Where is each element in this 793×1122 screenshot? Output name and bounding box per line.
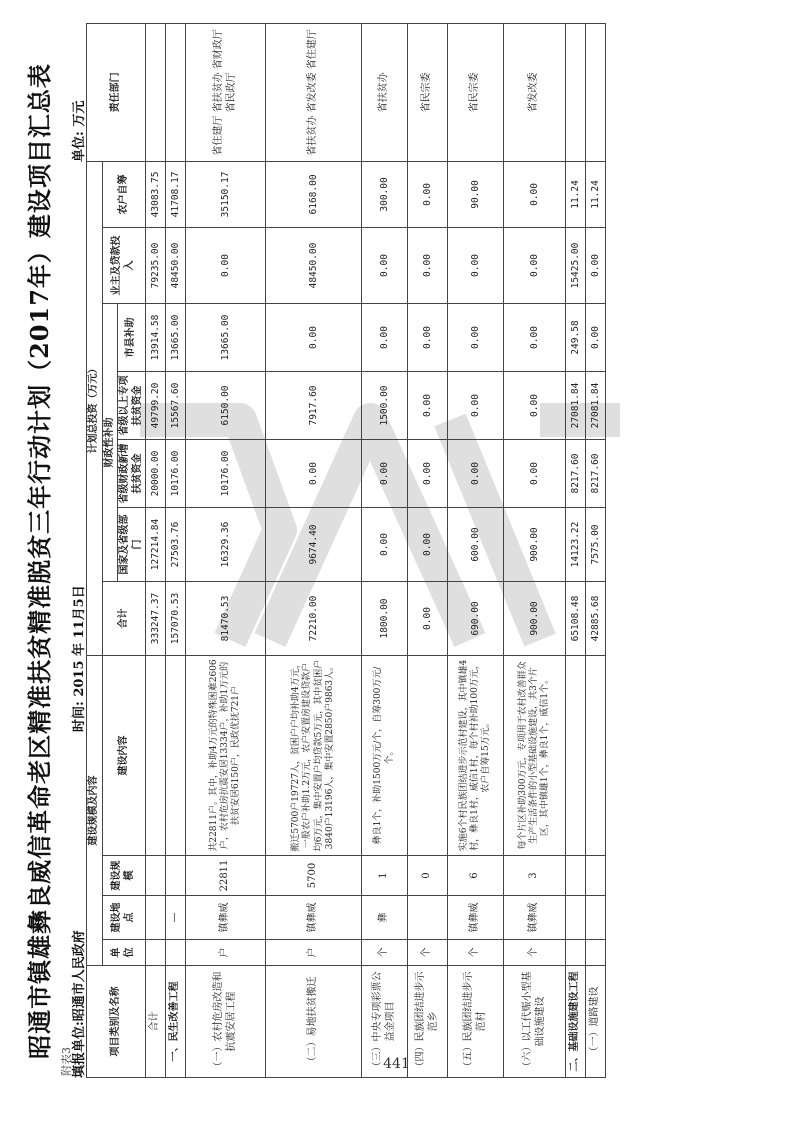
cell-dept (166, 23, 186, 161)
cell-prov-new: 8217.60 (586, 440, 606, 508)
cell-owner: 0.00 (186, 228, 266, 304)
cell-national: 0.00 (408, 508, 448, 582)
cell-content (166, 656, 186, 856)
cell-national: 0.00 (362, 508, 408, 582)
cell-content: 共22811户。其中，补助4万元的特殊困难2606户，农村危房抗震安居13334户，补助1万元的扶贫安居6150户，民政优抚721户 (186, 656, 266, 856)
cell-unit: 个 (408, 940, 448, 966)
cell-project-name: （六）以工代赈小型基础设施建设 (504, 966, 566, 1078)
cell-dept: 省民宗委 (408, 23, 448, 161)
cell-unit: 户 (186, 940, 266, 966)
currency-unit: 单位: 万元 (72, 100, 87, 162)
cell-prov-new: 0.00 (362, 440, 408, 508)
cell-city-county: 0.00 (586, 304, 606, 372)
table-row (146, 23, 166, 1077)
cell-location: 镇彝威 (266, 896, 362, 940)
cell-location: 镇彝威 (448, 896, 504, 940)
cell-project-name: （四）民族团结进步示范乡 (408, 966, 448, 1078)
cell-dept (566, 23, 586, 161)
header-unit: 单位 (102, 940, 146, 966)
cell-content (146, 656, 166, 856)
table-row (448, 23, 504, 1077)
cell-unit: 个 (362, 940, 408, 966)
table-row (504, 23, 566, 1077)
cell-prov-above: 15567.60 (166, 372, 186, 440)
header-content: 建设内容 (102, 656, 146, 856)
cell-total: 42885.68 (586, 582, 606, 656)
cell-farmer: 41708.17 (166, 161, 186, 227)
cell-total: 690.00 (448, 582, 504, 656)
cell-content (408, 656, 448, 856)
cell-unit (146, 940, 166, 966)
cell-scale: 3 (504, 856, 566, 896)
cell-total: 0.00 (408, 582, 448, 656)
cell-project-name: （三）中央专项彩票公益金项目 (362, 966, 408, 1078)
cell-dept (586, 23, 606, 161)
header-prov-new: 省级财政新增扶贫资金 (118, 440, 146, 508)
cell-owner: 15425.00 (566, 228, 586, 304)
cell-project-name: 二、基础设施建设工程 (566, 966, 586, 1078)
cell-farmer: 90.00 (448, 161, 504, 227)
cell-scale: 0 (408, 856, 448, 896)
cell-scale: 1 (362, 856, 408, 896)
cell-location: 镇彝威 (186, 896, 266, 940)
cell-prov-above: 0.00 (408, 372, 448, 440)
cell-content: 实施6个村民族团结进步示范村建设，其中镇雄4村，彝良1村，威信1村，每个村补助100万元，农户自筹15万元。 (448, 656, 504, 856)
cell-location (566, 896, 586, 940)
header-invest-group: 计划总投资（万元） (87, 161, 103, 655)
cell-content: 每个片区补助300万元，专项用于农村改善群众生产生活条件的小型基础设施建设，共3个片区，其中镇雄1个，彝良1个，威信1个。 (504, 656, 566, 856)
cell-prov-new: 0.00 (448, 440, 504, 508)
report-date: 时间: 2015 年 11月5日 (72, 585, 87, 732)
cell-unit (166, 940, 186, 966)
cell-city-county: 249.58 (566, 304, 586, 372)
cell-content: 彝良1个，补助1500万元/个，自筹300万元/个。 (362, 656, 408, 856)
reporting-org: 填报单位:昭通市人民政府 (72, 930, 87, 1078)
cell-unit (586, 940, 606, 966)
cell-farmer: 0.00 (504, 161, 566, 227)
header-project: 项目类别及名称 (87, 966, 146, 1078)
cell-city-county: 13665.00 (186, 304, 266, 372)
cell-total: 81470.53 (186, 582, 266, 656)
cell-national: 600.00 (448, 508, 504, 582)
cell-content (586, 656, 606, 856)
cell-project-name: 合计 (146, 966, 166, 1078)
cell-farmer: 11.24 (586, 161, 606, 227)
header-prov-above: 省级以上专项扶贫资金 (118, 372, 146, 440)
cell-owner: 0.00 (586, 228, 606, 304)
cell-project-name: （二）易地扶贫搬迁 (266, 966, 362, 1078)
cell-prov-new: 8217.60 (566, 440, 586, 508)
cell-dept (146, 23, 166, 161)
cell-total: 72210.00 (266, 582, 362, 656)
cell-prov-above: 7917.60 (266, 372, 362, 440)
cell-project-name: （一）道路建设 (586, 966, 606, 1078)
cell-prov-above: 0.00 (504, 372, 566, 440)
header-location: 建设地点 (102, 896, 146, 940)
cell-prov-new: 10176.00 (166, 440, 186, 508)
cell-dept: 省扶贫办 (362, 23, 408, 161)
cell-owner: 0.00 (408, 228, 448, 304)
cell-prov-above: 27081.84 (586, 372, 606, 440)
header-scale-group: 建设规模及内容 (87, 656, 103, 966)
cell-location (146, 896, 166, 940)
cell-location: 镇彝威 (504, 896, 566, 940)
appendix-label: 附表3 (60, 1047, 73, 1076)
cell-prov-above: 1500.00 (362, 372, 408, 440)
table-row (362, 23, 408, 1077)
cell-city-county: 0.00 (448, 304, 504, 372)
table-row (566, 23, 586, 1077)
cell-scale: 6 (448, 856, 504, 896)
cell-dept: 省民宗委 (448, 23, 504, 161)
cell-project-name: 一、民生改善工程 (166, 966, 186, 1078)
cell-unit (566, 940, 586, 966)
cell-total: 1800.00 (362, 582, 408, 656)
cell-total: 900.00 (504, 582, 566, 656)
header-owner: 业主及贷款投入 (102, 228, 146, 304)
cell-location: 彝 (362, 896, 408, 940)
cell-national: 27503.76 (166, 508, 186, 582)
cell-project-name: （一）农村危房改造和抗震安居工程 (186, 966, 266, 1078)
cell-prov-above: 6150.00 (186, 372, 266, 440)
cell-project-name: （五）民族团结进步示范村 (448, 966, 504, 1078)
cell-farmer: 43083.75 (146, 161, 166, 227)
cell-farmer: 11.24 (566, 161, 586, 227)
cell-prov-new: 10176.00 (186, 440, 266, 508)
table-row (166, 23, 186, 1077)
cell-national: 16329.36 (186, 508, 266, 582)
cell-scale: 22811 (186, 856, 266, 896)
cell-national: 7575.00 (586, 508, 606, 582)
header-total: 合计 (102, 582, 146, 656)
cell-owner: 0.00 (448, 228, 504, 304)
cell-national: 14123.22 (566, 508, 586, 582)
cell-total: 65108.48 (566, 582, 586, 656)
cell-prov-above: 0.00 (448, 372, 504, 440)
cell-farmer: 300.00 (362, 161, 408, 227)
cell-prov-new: 0.00 (408, 440, 448, 508)
header-city-county: 市县补助 (118, 304, 146, 372)
cell-city-county: 13665.00 (166, 304, 186, 372)
cell-unit: 个 (504, 940, 566, 966)
header-fiscal-group: 财政性补助 (102, 304, 118, 582)
cell-city-county: 0.00 (504, 304, 566, 372)
cell-scale (566, 856, 586, 896)
page-number: 441 (383, 1056, 410, 1072)
cell-total: 157070.53 (166, 582, 186, 656)
table-row (408, 23, 448, 1077)
cell-unit: 个 (448, 940, 504, 966)
header-national: 国家及省级部门 (118, 508, 146, 582)
cell-scale (586, 856, 606, 896)
cell-owner: 48450.00 (266, 228, 362, 304)
cell-scale: 5700 (266, 856, 362, 896)
cell-unit: 户 (266, 940, 362, 966)
cell-prov-above: 49799.20 (146, 372, 166, 440)
cell-owner: 0.00 (362, 228, 408, 304)
cell-content: 搬迁5700户19727人，贫困户户均补助4万元，一般农户补助1.2万元，农户安置房建设贷款户均6万元，集中安置户均贷款5万元，其中贫困户3840户13196人，集中安置2850户9863人。 (266, 656, 362, 856)
cell-city-county: 13914.58 (146, 304, 166, 372)
cell-content (566, 656, 586, 856)
header-farmer: 农户自筹 (102, 161, 146, 227)
cell-scale (146, 856, 166, 896)
cell-dept: 省发改委 (504, 23, 566, 161)
cell-city-county: 0.00 (266, 304, 362, 372)
cell-farmer: 0.00 (408, 161, 448, 227)
cell-dept: 省住建厅 省扶贫办 省财政厅 省民政厅 (186, 23, 266, 161)
project-summary-table (86, 23, 606, 1078)
cell-national: 127214.84 (146, 508, 166, 582)
table-row (186, 23, 266, 1077)
cell-farmer: 35150.17 (186, 161, 266, 227)
cell-prov-new: 20000.00 (146, 440, 166, 508)
cell-location: — (166, 896, 186, 940)
cell-farmer: 6168.00 (266, 161, 362, 227)
cell-prov-new: 0.00 (266, 440, 362, 508)
cell-national: 900.00 (504, 508, 566, 582)
cell-location (408, 896, 448, 940)
table-header (87, 23, 146, 1077)
cell-owner: 48450.00 (166, 228, 186, 304)
cell-national: 9674.40 (266, 508, 362, 582)
cell-dept: 省扶贫办 省发改委 省住建厅 (266, 23, 362, 161)
table-body (146, 23, 606, 1077)
cell-prov-new: 0.00 (504, 440, 566, 508)
header-dept: 责任部门 (87, 23, 146, 161)
cell-city-county: 0.00 (408, 304, 448, 372)
cell-location (586, 896, 606, 940)
table-row (586, 23, 606, 1077)
cell-owner: 0.00 (504, 228, 566, 304)
cell-city-county: 0.00 (362, 304, 408, 372)
table-row (266, 23, 362, 1077)
cell-prov-above: 27081.84 (566, 372, 586, 440)
cell-total: 333247.37 (146, 582, 166, 656)
page-title: 昭通市镇雄彝良威信革命老区精准扶贫精准脱贫三年行动计划（2017年）建设项目汇总表 (25, 63, 54, 1059)
header-scale: 建设规模 (102, 856, 146, 896)
cell-scale (166, 856, 186, 896)
cell-owner: 79235.00 (146, 228, 166, 304)
